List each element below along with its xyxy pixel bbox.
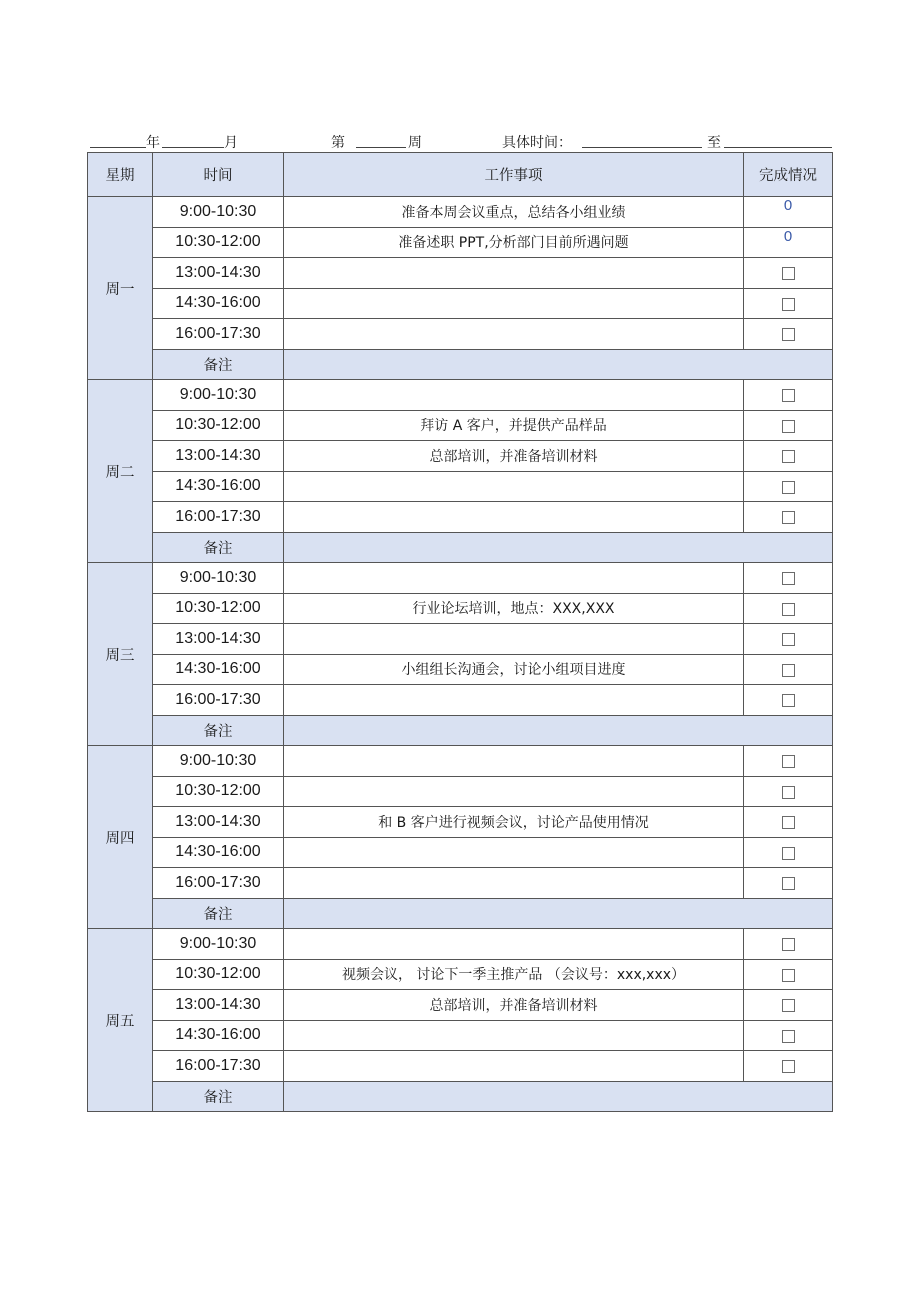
table-row bbox=[88, 685, 833, 716]
status-checkbox[interactable] bbox=[782, 877, 795, 890]
time-slot: 13:00-14:30 bbox=[153, 990, 284, 1021]
note-field[interactable] bbox=[284, 1081, 833, 1112]
time-slot: 10:30-12:00 bbox=[153, 593, 284, 624]
status-cell[interactable] bbox=[744, 258, 833, 289]
table-row bbox=[88, 624, 833, 655]
time-slot: 10:30-12:00 bbox=[153, 410, 284, 441]
day-label: 周三 bbox=[88, 563, 153, 746]
status-cell[interactable] bbox=[744, 502, 833, 533]
status-cell[interactable] bbox=[744, 624, 833, 655]
table-row bbox=[88, 654, 833, 685]
task-cell[interactable]: 总部培训，并准备培训材料 bbox=[284, 441, 744, 472]
task-cell[interactable] bbox=[284, 685, 744, 716]
time-slot: 13:00-14:30 bbox=[153, 258, 284, 289]
time-slot: 14:30-16:00 bbox=[153, 471, 284, 502]
status-cell[interactable] bbox=[744, 654, 833, 685]
note-row bbox=[88, 715, 833, 746]
day-label: 周五 bbox=[88, 929, 153, 1112]
task-cell[interactable] bbox=[284, 288, 744, 319]
status-checkbox[interactable] bbox=[782, 298, 795, 311]
status-value: 0 bbox=[783, 227, 793, 245]
status-checkbox[interactable] bbox=[782, 328, 795, 341]
note-row bbox=[88, 532, 833, 563]
status-cell[interactable] bbox=[744, 990, 833, 1021]
time-slot: 16:00-17:30 bbox=[153, 319, 284, 350]
week-blank[interactable] bbox=[356, 147, 406, 148]
status-checkbox[interactable] bbox=[782, 969, 795, 982]
task-cell[interactable] bbox=[284, 502, 744, 533]
note-field[interactable] bbox=[284, 349, 833, 380]
task-cell[interactable]: 准备本周会议重点，总结各小组业绩 bbox=[284, 197, 744, 228]
to-label: 至 bbox=[707, 135, 721, 151]
note-row bbox=[88, 898, 833, 929]
status-cell[interactable] bbox=[744, 868, 833, 899]
status-cell[interactable] bbox=[744, 1020, 833, 1051]
task-cell[interactable] bbox=[284, 929, 744, 960]
status-checkbox[interactable] bbox=[782, 389, 795, 402]
month-blank[interactable] bbox=[162, 147, 224, 148]
table-row bbox=[88, 410, 833, 441]
time-slot: 14:30-16:00 bbox=[153, 654, 284, 685]
status-checkbox[interactable] bbox=[782, 420, 795, 433]
status-checkbox[interactable] bbox=[782, 633, 795, 646]
schedule-header-line bbox=[88, 130, 832, 152]
time-slot: 16:00-17:30 bbox=[153, 502, 284, 533]
status-cell[interactable] bbox=[744, 746, 833, 777]
task-cell[interactable] bbox=[284, 258, 744, 289]
note-label: 备注 bbox=[153, 715, 284, 746]
task-cell[interactable] bbox=[284, 1020, 744, 1051]
status-cell[interactable] bbox=[744, 380, 833, 411]
status-checkbox[interactable] bbox=[782, 694, 795, 707]
table-row bbox=[88, 959, 833, 990]
status-checkbox[interactable] bbox=[782, 816, 795, 829]
note-row bbox=[88, 349, 833, 380]
task-cell[interactable] bbox=[284, 1051, 744, 1082]
table-row bbox=[88, 227, 833, 258]
time-slot: 16:00-17:30 bbox=[153, 685, 284, 716]
end-date-blank[interactable] bbox=[724, 147, 832, 148]
table-row bbox=[88, 258, 833, 289]
status-cell[interactable] bbox=[744, 959, 833, 990]
note-field[interactable] bbox=[284, 715, 833, 746]
time-slot: 13:00-14:30 bbox=[153, 441, 284, 472]
month-label: 月 bbox=[224, 135, 238, 151]
week-suffix-label: 周 bbox=[408, 135, 422, 151]
note-label: 备注 bbox=[153, 898, 284, 929]
status-checkbox[interactable] bbox=[782, 847, 795, 860]
status-cell[interactable] bbox=[744, 929, 833, 960]
status-checkbox[interactable] bbox=[782, 1060, 795, 1073]
time-slot: 9:00-10:30 bbox=[153, 197, 284, 228]
table-row bbox=[88, 197, 833, 228]
table-row bbox=[88, 1051, 833, 1082]
status-checkbox[interactable] bbox=[782, 1030, 795, 1043]
table-row bbox=[88, 837, 833, 868]
task-cell[interactable]: 准备述职 PPT,分析部门目前所遇问题 bbox=[284, 227, 744, 258]
status-checkbox[interactable] bbox=[782, 786, 795, 799]
task-cell[interactable] bbox=[284, 319, 744, 350]
task-cell[interactable] bbox=[284, 776, 744, 807]
task-cell[interactable]: 行业论坛培训，地点：XXX,XXX bbox=[284, 593, 744, 624]
status-checkbox[interactable] bbox=[782, 450, 795, 463]
status-checkbox[interactable] bbox=[782, 267, 795, 280]
task-cell[interactable] bbox=[284, 868, 744, 899]
day-label: 周二 bbox=[88, 380, 153, 563]
week-prefix-label: 第 bbox=[331, 135, 345, 151]
table-row bbox=[88, 380, 833, 411]
day-label: 周四 bbox=[88, 746, 153, 929]
header-task: 工作事项 bbox=[284, 153, 744, 197]
time-slot: 9:00-10:30 bbox=[153, 563, 284, 594]
time-slot: 9:00-10:30 bbox=[153, 929, 284, 960]
time-slot: 9:00-10:30 bbox=[153, 746, 284, 777]
header-time: 时间 bbox=[153, 153, 284, 197]
status-value: 0 bbox=[783, 197, 793, 215]
task-cell[interactable]: 小组组长沟通会，讨论小组项目进度 bbox=[284, 654, 744, 685]
note-field[interactable] bbox=[284, 532, 833, 563]
status-cell[interactable] bbox=[744, 410, 833, 441]
header-day: 星期 bbox=[88, 153, 153, 197]
status-cell[interactable] bbox=[744, 837, 833, 868]
status-cell[interactable] bbox=[744, 441, 833, 472]
note-label: 备注 bbox=[153, 349, 284, 380]
status-cell[interactable] bbox=[744, 319, 833, 350]
header-status: 完成情况 bbox=[744, 153, 833, 197]
table-row bbox=[88, 746, 833, 777]
status-cell[interactable] bbox=[744, 471, 833, 502]
status-cell[interactable] bbox=[744, 197, 833, 228]
task-cell[interactable]: 视频会议， 讨论下一季主推产品 （会议号：xxx,xxx） bbox=[284, 959, 744, 990]
status-checkbox[interactable] bbox=[782, 664, 795, 677]
table-row bbox=[88, 990, 833, 1021]
task-cell[interactable]: 拜访 A 客户，并提供产品样品 bbox=[284, 410, 744, 441]
status-checkbox[interactable] bbox=[782, 572, 795, 585]
task-cell[interactable] bbox=[284, 746, 744, 777]
status-cell[interactable] bbox=[744, 288, 833, 319]
note-label: 备注 bbox=[153, 532, 284, 563]
time-slot: 10:30-12:00 bbox=[153, 227, 284, 258]
status-cell[interactable] bbox=[744, 1051, 833, 1082]
status-checkbox[interactable] bbox=[782, 755, 795, 768]
task-cell[interactable] bbox=[284, 563, 744, 594]
status-checkbox[interactable] bbox=[782, 603, 795, 616]
task-cell[interactable] bbox=[284, 837, 744, 868]
task-cell[interactable] bbox=[284, 471, 744, 502]
status-cell[interactable] bbox=[744, 563, 833, 594]
note-label: 备注 bbox=[153, 1081, 284, 1112]
status-checkbox[interactable] bbox=[782, 938, 795, 951]
status-cell[interactable] bbox=[744, 776, 833, 807]
year-blank[interactable] bbox=[90, 147, 146, 148]
status-cell[interactable] bbox=[744, 685, 833, 716]
time-slot: 14:30-16:00 bbox=[153, 1020, 284, 1051]
schedule-body bbox=[88, 197, 833, 1112]
table-row bbox=[88, 441, 833, 472]
task-cell[interactable] bbox=[284, 624, 744, 655]
table-row bbox=[88, 319, 833, 350]
table-row bbox=[88, 929, 833, 960]
time-slot: 13:00-14:30 bbox=[153, 807, 284, 838]
table-row bbox=[88, 1020, 833, 1051]
status-cell[interactable] bbox=[744, 227, 833, 258]
time-label: 具体时间： bbox=[502, 135, 572, 151]
table-row bbox=[88, 502, 833, 533]
table-row bbox=[88, 563, 833, 594]
table-row bbox=[88, 288, 833, 319]
table-row bbox=[88, 471, 833, 502]
status-checkbox[interactable] bbox=[782, 511, 795, 524]
status-cell[interactable] bbox=[744, 807, 833, 838]
table-header-row bbox=[88, 153, 833, 197]
day-label: 周一 bbox=[88, 197, 153, 380]
status-cell[interactable] bbox=[744, 593, 833, 624]
time-slot: 14:30-16:00 bbox=[153, 288, 284, 319]
task-cell[interactable]: 和 B 客户进行视频会议，讨论产品使用情况 bbox=[284, 807, 744, 838]
time-slot: 14:30-16:00 bbox=[153, 837, 284, 868]
time-slot: 9:00-10:30 bbox=[153, 380, 284, 411]
note-row bbox=[88, 1081, 833, 1112]
task-cell[interactable] bbox=[284, 380, 744, 411]
time-slot: 10:30-12:00 bbox=[153, 959, 284, 990]
table-row bbox=[88, 776, 833, 807]
table-row bbox=[88, 868, 833, 899]
time-slot: 13:00-14:30 bbox=[153, 624, 284, 655]
note-field[interactable] bbox=[284, 898, 833, 929]
time-slot: 10:30-12:00 bbox=[153, 776, 284, 807]
table-row bbox=[88, 807, 833, 838]
status-checkbox[interactable] bbox=[782, 999, 795, 1012]
status-checkbox[interactable] bbox=[782, 481, 795, 494]
start-date-blank[interactable] bbox=[582, 147, 702, 148]
task-cell[interactable]: 总部培训，并准备培训材料 bbox=[284, 990, 744, 1021]
weekly-schedule-table bbox=[87, 152, 833, 1112]
time-slot: 16:00-17:30 bbox=[153, 1051, 284, 1082]
table-row bbox=[88, 593, 833, 624]
year-label: 年 bbox=[146, 135, 160, 151]
time-slot: 16:00-17:30 bbox=[153, 868, 284, 899]
